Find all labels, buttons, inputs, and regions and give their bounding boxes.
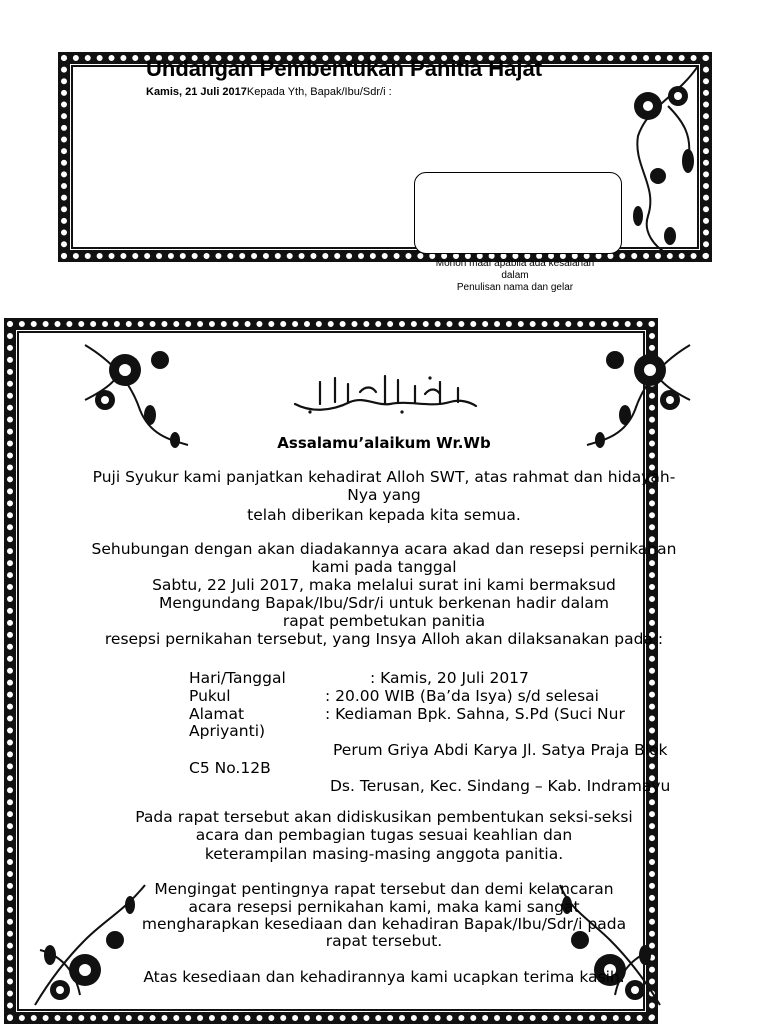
p1-line-3: telah diberikan kepada kita semua.	[247, 506, 521, 524]
detail-time-label: Pukul	[189, 687, 231, 705]
p3-line-1: Pada rapat tersebut akan didiskusikan pembentukan seksi-seksi	[135, 808, 633, 826]
detail-place-line2: Perum Griya Abdi Karya Jl. Satya Praja Blok	[333, 741, 668, 759]
detail-place-line4: Ds. Terusan, Kec. Sindang – Kab. Indramayu	[330, 777, 671, 795]
bismillah-calligraphy-icon	[290, 372, 480, 416]
detail-place-cont: Apriyanti)	[189, 722, 266, 740]
envelope-note	[400, 258, 630, 294]
p4-line-4: rapat tersebut.	[325, 932, 443, 950]
p1-line-2: Nya yang	[347, 486, 421, 504]
detail-time-value: : 20.00 WIB (Ba’da Isya) s/d selesai	[325, 687, 599, 705]
p2-line-1: Sehubungan dengan akan diadakannya acara akad dan resepsi pernikahan	[91, 540, 677, 558]
note-line-2: dalam	[501, 270, 529, 281]
p1-line-1: Puji Syukur kami panjatkan kehadirat Alloh SWT, atas rahmat dan hidayah-	[92, 468, 676, 486]
p2-line-2: kami pada tanggal	[311, 558, 457, 576]
p4-line-2: acara resepsi pernikahan kami, maka kami sangat	[188, 898, 580, 916]
detail-place-label: Alamat	[189, 705, 245, 723]
detail-day-label: Hari/Tanggal	[189, 669, 286, 687]
note-line-1: Mohon maaf apabila ada kesalahan	[435, 258, 595, 269]
envelope-title: Undangan Pembentukan Panitia Hajat	[146, 56, 543, 81]
envelope-date-recipient	[146, 86, 392, 98]
p3-line-3: keterampilan masing-masing anggota panitia.	[204, 845, 564, 863]
p2-line-3: Sabtu, 22 Juli 2017, maka melalui surat ini kami bermaksud	[152, 576, 616, 594]
envelope-recipient: Kepada Yth, Bapak/Ibu/Sdr/i :	[246, 86, 392, 98]
detail-place-value: : Kediaman Bpk. Sahna, S.Pd (Suci Nur	[325, 705, 625, 723]
envelope-date: Kamis, 21 Juli 2017	[146, 86, 247, 98]
p2-line-5: rapat pembetukan panitia	[282, 612, 486, 630]
note-line-3: Penulisan nama dan gelar	[456, 282, 574, 293]
floral-corner-icon	[608, 66, 708, 256]
p2-line-4: Mengundang Bapak/Ibu/Sdr/i untuk berkenan hadir dalam	[158, 594, 609, 612]
p3-line-2: acara dan pembagian tugas sesuai keahlian dan	[195, 826, 573, 844]
letter-closing: Atas kesediaan dan kehadirannya kami ucapkan terima kasih.	[143, 968, 625, 986]
p4-line-3: mengharapkan kesediaan dan kehadiran Bapak/Ibu/Sdr/i pada	[141, 915, 627, 933]
detail-day-value: : Kamis, 20 Juli 2017	[370, 669, 529, 687]
detail-place-line3: C5 No.12B	[189, 759, 271, 777]
letter-greeting: Assalamu’alaikum Wr.Wb	[277, 434, 491, 452]
p2-line-6: resepsi pernikahan tersebut, yang Insya Alloh akan dilaksanakan pada :	[104, 630, 664, 648]
address-box	[414, 172, 622, 254]
p4-line-1: Mengingat pentingnya rapat tersebut dan demi kelancaran	[154, 880, 614, 898]
